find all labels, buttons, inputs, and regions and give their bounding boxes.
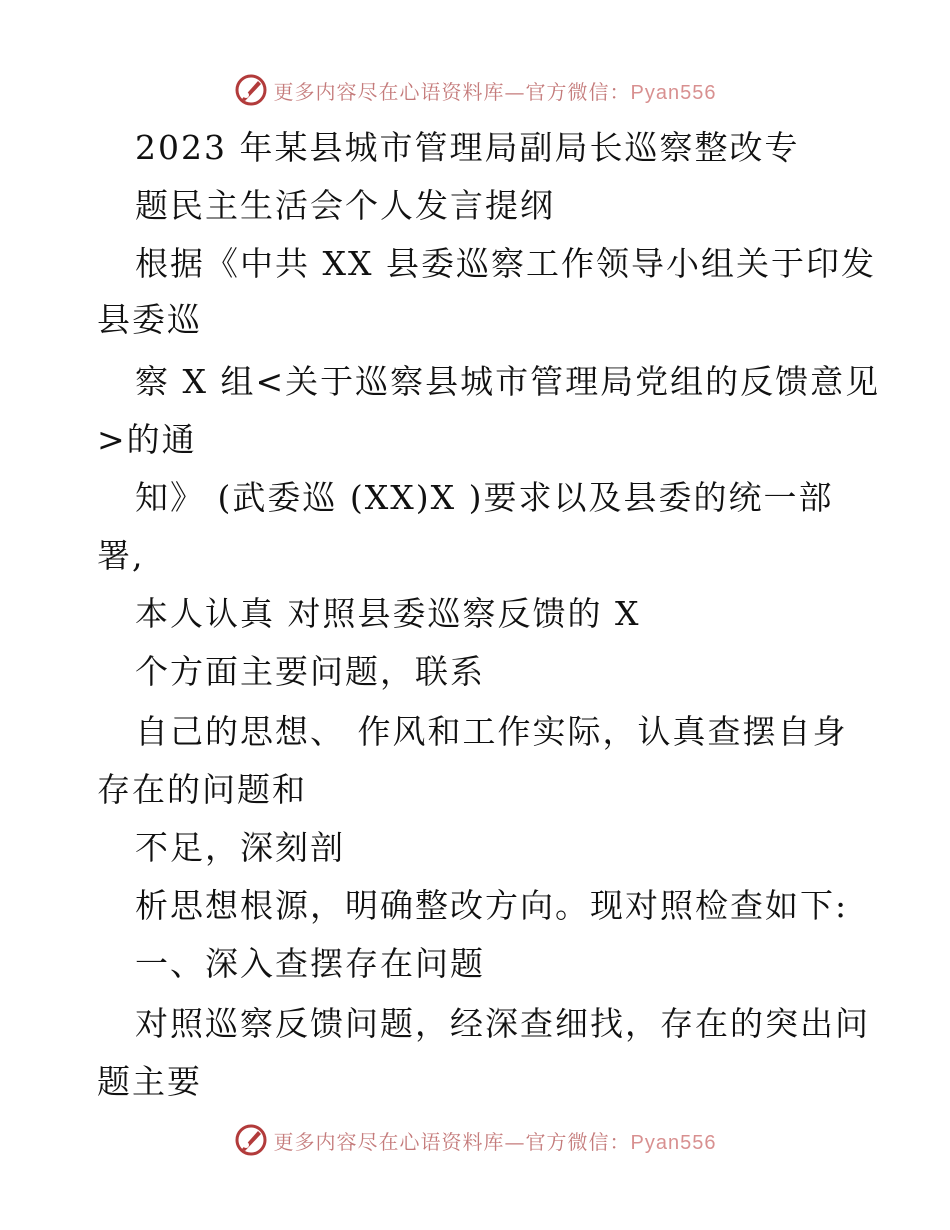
paragraph-line: 存在的问题和 xyxy=(97,770,307,809)
title-line-2: 题民主生活会个人发言提纲 xyxy=(135,186,555,225)
paragraph-line: 自己的思想、 作风和工作实际，认真查摆自身 xyxy=(135,712,848,751)
watermark-text: 更多内容尽在心语资料库—官方微信：Pyan556 xyxy=(273,79,717,104)
paragraph-line: 县委巡 xyxy=(97,300,202,339)
paragraph-line: 本人认真 对照县委巡察反馈的 X xyxy=(135,594,641,633)
paragraph-line: 根据《中共 XX 县委巡察工作领导小组关于印发 xyxy=(135,244,876,283)
paragraph-line: 不足，深刻剖 xyxy=(135,828,345,867)
paragraph-line: 知》 (武委巡 (XX)X )要求以及县委的统一部 xyxy=(135,478,834,517)
title-line-1: 2023 年某县城市管理局副局长巡察整改专 xyxy=(135,128,800,167)
paragraph-line: 题主要 xyxy=(97,1062,202,1101)
watermark-wechat-id: Pyan556 xyxy=(630,81,717,104)
paragraph-line: 对照巡察反馈问题，经深查细找，存在的突出问 xyxy=(135,1004,870,1043)
watermark-wechat-id: Pyan556 xyxy=(630,1131,717,1154)
paragraph-line: 析思想根源，明确整改方向。现对照检查如下: xyxy=(135,886,849,925)
paragraph-line: 署, xyxy=(97,536,145,575)
watermark-text: 更多内容尽在心语资料库—官方微信：Pyan556 xyxy=(273,1129,717,1154)
paragraph-line: 察 X 组<关于巡察县城市管理局党组的反馈意见 xyxy=(135,362,881,401)
section-heading: 一、深入查摆存在问题 xyxy=(135,944,485,983)
footer-watermark xyxy=(0,1120,950,1160)
quill-logo-icon xyxy=(234,1123,268,1157)
paragraph-line: >的通 xyxy=(97,420,197,459)
paragraph-line: 个方面主要问题，联系 xyxy=(135,652,485,691)
